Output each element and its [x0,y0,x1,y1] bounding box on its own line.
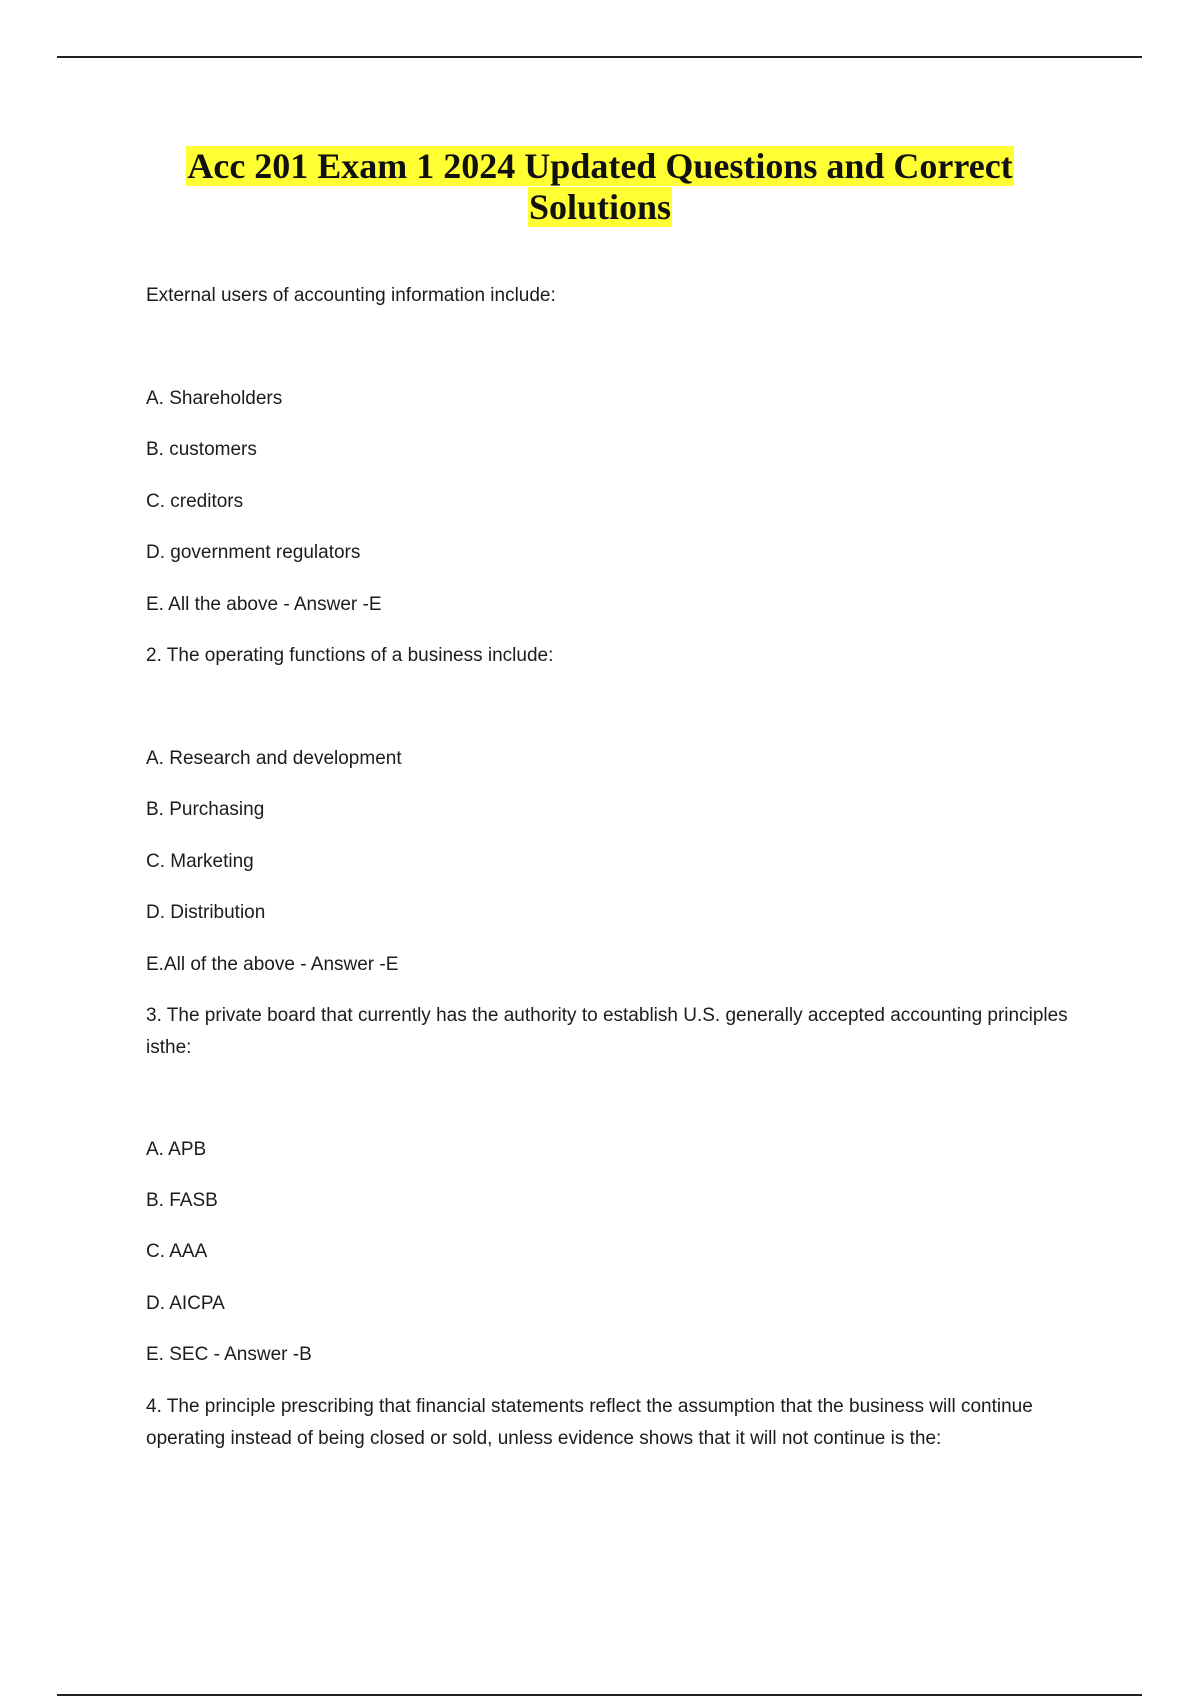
question-prompt: External users of accounting information include: [146,285,556,306]
answer-option: E.All of the above - Answer -E [146,954,399,975]
answer-option: E. SEC - Answer -B [146,1344,312,1365]
top-rule [57,56,1142,58]
answer-option: E. All the above - Answer -E [146,594,382,615]
title-container [0,146,1200,228]
answer-option: D. Distribution [146,902,266,923]
answer-option: D. government regulators [146,542,361,563]
answer-option: A. APB [146,1139,207,1160]
document-title: Acc 201 Exam 1 2024 Updated Questions and Correct Solutions [187,146,1013,227]
answer-option: B. FASB [146,1190,218,1211]
question-prompt: 3. The private board that currently has the authority to establish U.S. generally accepted accounting principles isthe: [146,1005,1068,1058]
answer-option: A. Shareholders [146,388,283,409]
answer-option: C. AAA [146,1241,208,1262]
answer-option: B. Purchasing [146,799,265,820]
answer-option: C. creditors [146,491,244,512]
bottom-rule [57,1694,1142,1696]
answer-option: A. Research and development [146,748,402,769]
question-prompt: 4. The principle prescribing that financial statements reflect the assumption that the business will continue operating instead of being closed or sold, unless evidence shows that it will not continue is the: [146,1396,1033,1449]
answer-option: D. AICPA [146,1293,225,1314]
question-prompt: 2. The operating functions of a business include: [146,645,554,666]
answer-option: C. Marketing [146,851,254,872]
answer-option: B. customers [146,439,257,460]
